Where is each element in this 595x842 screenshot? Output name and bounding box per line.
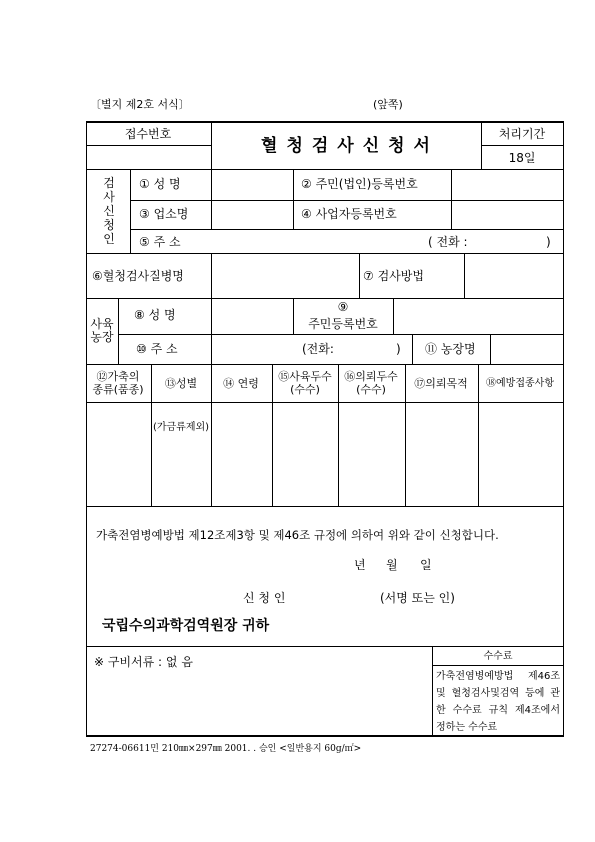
age-cell[interactable]: [212, 403, 271, 505]
column-count-2: (수수): [290, 383, 320, 396]
processing-period-label: 처리기간: [498, 127, 546, 141]
disease-name-field[interactable]: [212, 254, 358, 297]
column-vaccine: ⑱예방접종사항: [486, 378, 554, 389]
test-method-field[interactable]: [465, 254, 562, 297]
required-documents: ※ 구비서류 : 없 음: [94, 655, 193, 669]
applicant-phone-label: ( 전화 :: [428, 235, 468, 249]
column-count-1: ⑮사육두수: [278, 370, 332, 383]
page-side-label: (앞쪽): [373, 98, 403, 111]
applicant-group-label: 검 사 신 청 인: [103, 176, 115, 246]
business-name-label: ③ 업소명: [139, 207, 189, 221]
farm-group-label-2: 농장: [90, 330, 114, 344]
fee-description: 가축전염병예방법 제46조 및 혈청검사및검역 등에 관한 수수료 규칙 제4조에서 정하는 수수료: [436, 671, 560, 733]
applicant-name-label: ① 성 명: [139, 177, 181, 191]
sex-note: (가금류제외): [152, 422, 210, 433]
farm-reg-no-field[interactable]: [394, 299, 562, 333]
form-number: 〔별지 제2호 서식〕: [90, 98, 190, 111]
test-method-label: ⑦ 검사방법: [363, 269, 424, 283]
applicant-phone-close: ): [546, 235, 551, 249]
column-request-2: (수수): [356, 383, 386, 396]
fee-title: 수수료: [483, 651, 513, 662]
column-age: ⑭ 연령: [223, 377, 259, 390]
farm-name-field[interactable]: [491, 335, 562, 363]
business-reg-no-field[interactable]: [452, 201, 562, 228]
applicant-name-field[interactable]: [212, 170, 292, 199]
farm-phone-label: (전화:: [302, 342, 334, 356]
form-title: 혈청검사신청서: [261, 136, 439, 156]
business-name-field[interactable]: [212, 201, 292, 228]
applicant-reg-no-label: ② 주민(법인)등록번호: [301, 177, 418, 191]
farm-group-label-1: 사육: [90, 317, 114, 331]
date-month: 월: [386, 558, 398, 572]
declaration-statement: 가축전염병예방법 제12조제3항 및 제46조 규정에 의하여 위와 같이 신청합니다.: [96, 528, 499, 542]
column-sex: ⑬성별: [164, 377, 198, 390]
farm-reg-no-marker: ⑨: [337, 300, 349, 314]
applicant-address-field[interactable]: [212, 230, 422, 252]
column-request-1: ⑯의뢰두수: [344, 370, 398, 383]
vaccine-cell[interactable]: [479, 403, 562, 505]
business-reg-no-label: ④ 사업자등록번호: [301, 207, 397, 221]
applicant-reg-no-field[interactable]: [452, 170, 562, 199]
applicant-signer-field[interactable]: [300, 586, 375, 606]
farm-phone-close: ): [396, 342, 401, 356]
farm-address-field[interactable]: [212, 335, 296, 363]
disease-name-label: ⑥혈청검사질병명: [92, 269, 184, 283]
processing-period-value: 18일: [508, 151, 536, 165]
farm-address-label: ⑩ 주 소: [136, 342, 178, 356]
farm-owner-name-label: ⑧ 성 명: [134, 308, 176, 322]
applicant-address-label: ⑤ 주 소: [139, 235, 181, 249]
applicant-signer-label: 신 청 인: [243, 591, 286, 605]
request-cell[interactable]: [339, 403, 404, 505]
column-species-1: ⑫가축의: [96, 370, 140, 383]
date-year: 년: [354, 558, 366, 572]
purpose-cell[interactable]: [406, 403, 477, 505]
column-purpose: ⑰의뢰목적: [414, 377, 468, 390]
addressee: 국립수의과학검역원장 귀하: [102, 618, 270, 634]
print-info: 27274-06611민 210㎜×297㎜ 2001. . 승인 <일반용지 60g/㎡>: [90, 744, 362, 754]
column-species-2: 종류(품종): [92, 383, 144, 396]
farm-name-label: ⑪ 농장명: [425, 342, 476, 356]
farm-reg-no-label: 주민등록번호: [308, 317, 378, 331]
species-cell[interactable]: [87, 403, 150, 505]
receipt-number-label: 접수번호: [124, 127, 172, 141]
signature-label: (서명 또는 인): [380, 591, 455, 605]
date-day: 일: [420, 558, 432, 572]
count-cell[interactable]: [273, 403, 337, 505]
farm-owner-name-field[interactable]: [212, 299, 292, 333]
